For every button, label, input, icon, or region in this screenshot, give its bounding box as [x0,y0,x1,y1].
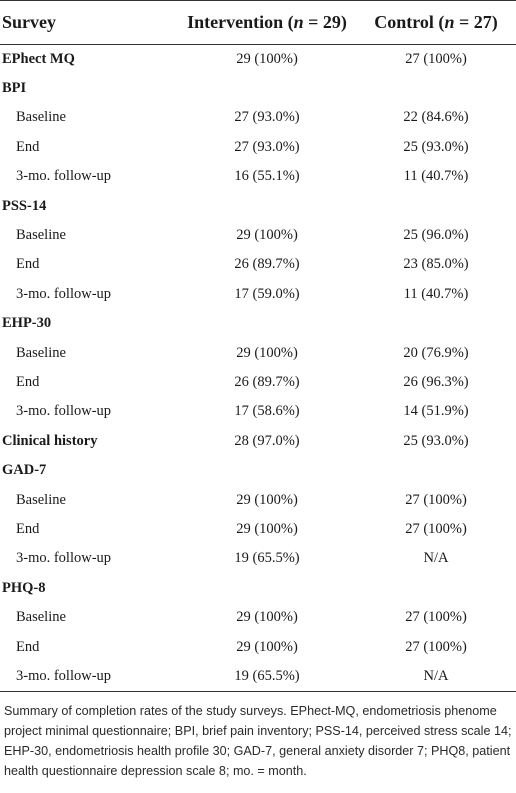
header-control-suffix: = 27) [454,12,498,32]
header-intervention-suffix: = 29) [303,12,347,32]
row-label: BPI [2,80,27,97]
row-label: End [16,520,40,537]
intervention-cell: 27 (93.0%) [234,109,300,126]
table-row [0,397,516,426]
header-control-n: n [444,12,455,32]
row-label: GAD-7 [2,462,47,479]
control-cell: 25 (96.0%) [403,227,469,244]
intervention-cell: 29 (100%) [236,50,298,67]
control-cell: 27 (100%) [405,491,467,508]
control-cell: 22 (84.6%) [403,109,469,126]
row-label: Baseline [16,344,66,361]
control-cell: 14 (51.9%) [403,403,469,420]
table-row [0,662,516,691]
control-cell: 23 (85.0%) [403,256,469,273]
table-row [0,133,516,162]
control-cell: 25 (93.0%) [403,432,469,449]
control-cell: 25 (93.0%) [403,138,469,155]
table-row [0,456,516,485]
row-label: Baseline [16,227,66,244]
intervention-cell: 17 (58.6%) [234,403,300,420]
header-control-prefix: Control ( [374,12,445,32]
table-row [0,544,516,573]
control-cell: 26 (96.3%) [403,373,469,390]
table-row [0,280,516,309]
table-row [0,603,516,632]
row-label: 3-mo. follow-up [16,667,112,684]
table-row [0,368,516,397]
intervention-cell: 17 (59.0%) [234,285,300,302]
table-row [0,574,516,603]
row-label: Baseline [16,491,66,508]
intervention-cell [178,574,356,603]
header-row [0,1,516,45]
table-footnote: Summary of completion rates of the study surveys. EPhect-MQ, endometriosis phenome project minimal questionnaire; BPI, brief pain inventory; PSS-14, perceived stress scale 14; EHP-30, endometriosis health profile 30; GAD-7, general anxiety disorder 7; PHQ8, patient health questionnaire depression scale 8; mo. = month. [4,703,512,778]
row-label: 3-mo. follow-up [16,168,112,185]
table-row [0,103,516,132]
intervention-cell: 19 (65.5%) [234,667,300,684]
control-cell [356,574,516,603]
control-cell [356,191,516,220]
table-row [0,515,516,544]
intervention-cell: 29 (100%) [236,520,298,537]
table-row [0,485,516,514]
row-label: PSS-14 [2,197,47,214]
intervention-cell: 26 (89.7%) [234,256,300,273]
intervention-cell: 29 (100%) [236,344,298,361]
intervention-cell [178,456,356,485]
row-label: PHQ-8 [2,579,46,596]
intervention-cell [178,191,356,220]
intervention-cell: 29 (100%) [236,491,298,508]
row-label: Baseline [16,109,66,126]
control-cell: 27 (100%) [405,520,467,537]
table-header [0,1,516,45]
intervention-cell: 29 (100%) [236,227,298,244]
control-cell: 11 (40.7%) [403,285,469,302]
control-cell [356,74,516,103]
row-label: EHP-30 [2,315,52,332]
control-cell [356,309,516,338]
intervention-cell: 29 (100%) [236,638,298,655]
table-row [0,632,516,661]
table-row [0,74,516,103]
intervention-cell: 29 (100%) [236,609,298,626]
row-label: 3-mo. follow-up [16,550,112,567]
header-intervention [178,1,356,45]
row-label: End [16,138,40,155]
table-row [0,221,516,250]
header-intervention-n: n [293,12,304,32]
table-row [0,250,516,279]
row-label: End [16,373,40,390]
row-label: Baseline [16,609,66,626]
row-label: 3-mo. follow-up [16,285,112,302]
control-cell: N/A [423,667,449,684]
control-cell: 27 (100%) [405,609,467,626]
row-label: Clinical history [2,432,98,449]
control-cell: 11 (40.7%) [403,168,469,185]
table-row [0,338,516,367]
control-cell [356,456,516,485]
header-control [356,1,516,45]
control-cell: 27 (100%) [405,638,467,655]
table-body [0,45,516,692]
intervention-cell [178,309,356,338]
row-label: 3-mo. follow-up [16,403,112,420]
intervention-cell: 16 (55.1%) [234,168,300,185]
header-survey: Survey [2,12,56,32]
row-label: End [16,638,40,655]
intervention-cell: 28 (97.0%) [234,432,300,449]
row-label: End [16,256,40,273]
intervention-cell [178,74,356,103]
header-intervention-prefix: Intervention ( [187,12,294,32]
table-row [0,45,516,74]
intervention-cell: 19 (65.5%) [234,550,300,567]
table-row [0,191,516,220]
table-row [0,162,516,191]
intervention-cell: 27 (93.0%) [234,138,300,155]
control-cell: 27 (100%) [405,50,467,67]
control-cell: 20 (76.9%) [403,344,469,361]
table-row [0,309,516,338]
table-row [0,427,516,456]
intervention-cell: 26 (89.7%) [234,373,300,390]
control-cell: N/A [423,550,449,567]
row-label: EPhect MQ [2,50,75,67]
